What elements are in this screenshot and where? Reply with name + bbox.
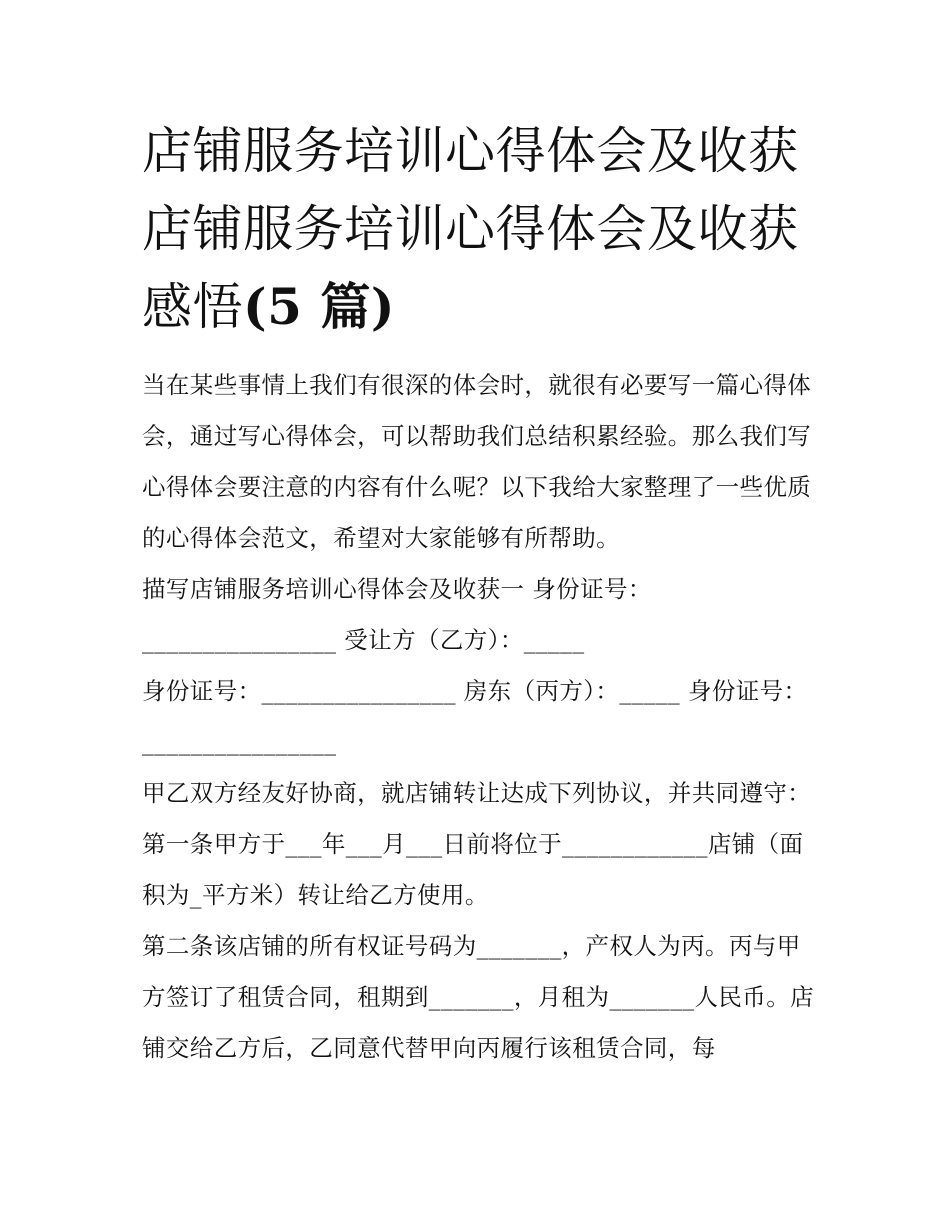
paragraph-agreement: 甲乙双方经友好协商，就店铺转让达成下列协议，并共同遵守： bbox=[142, 779, 812, 807]
title-line-3-count: (5 篇) bbox=[243, 277, 396, 336]
title-line-3 bbox=[142, 268, 814, 346]
paragraph-article-2: 第二条该店铺的所有权证号码为_______，产权人为丙。丙与甲方签订了租赁合同，租期到_______，月租为_______人民币。店铺交给乙方后，乙同意代替甲向丙履行该租赁合同，每 bbox=[142, 932, 814, 1062]
title-line-1: 店铺服务培训心得体会及收获 bbox=[142, 122, 799, 180]
paragraph-party-b: 描写店铺服务培训心得体会及收获一 身份证号：________________ 受让方（乙方）：_____ bbox=[142, 575, 652, 654]
title-line-3-prefix: 感悟 bbox=[142, 278, 243, 336]
paragraph-article-1: 第一条甲方于___年___月___日前将位于____________店铺（面积为_平方米）转让给乙方使用。 bbox=[142, 830, 804, 909]
paragraph-intro: 当在某些事情上我们有很深的体会时，就很有必要写一篇心得体会，通过写心得体会，可以帮助我们总结积累经验。那么我们写心得体会要注意的内容有什么呢？以下我给大家整理了一些优质的心得体会范文，希望对大家能够有所帮助。 bbox=[142, 371, 812, 552]
paragraph-party-c: 身份证号：________________ 房东（丙方）：_____ 身份证号：________________ bbox=[142, 677, 808, 756]
document-title bbox=[142, 112, 814, 346]
document-page bbox=[142, 112, 814, 1074]
title-line-2: 店铺服务培训心得体会及收获 bbox=[142, 200, 799, 258]
